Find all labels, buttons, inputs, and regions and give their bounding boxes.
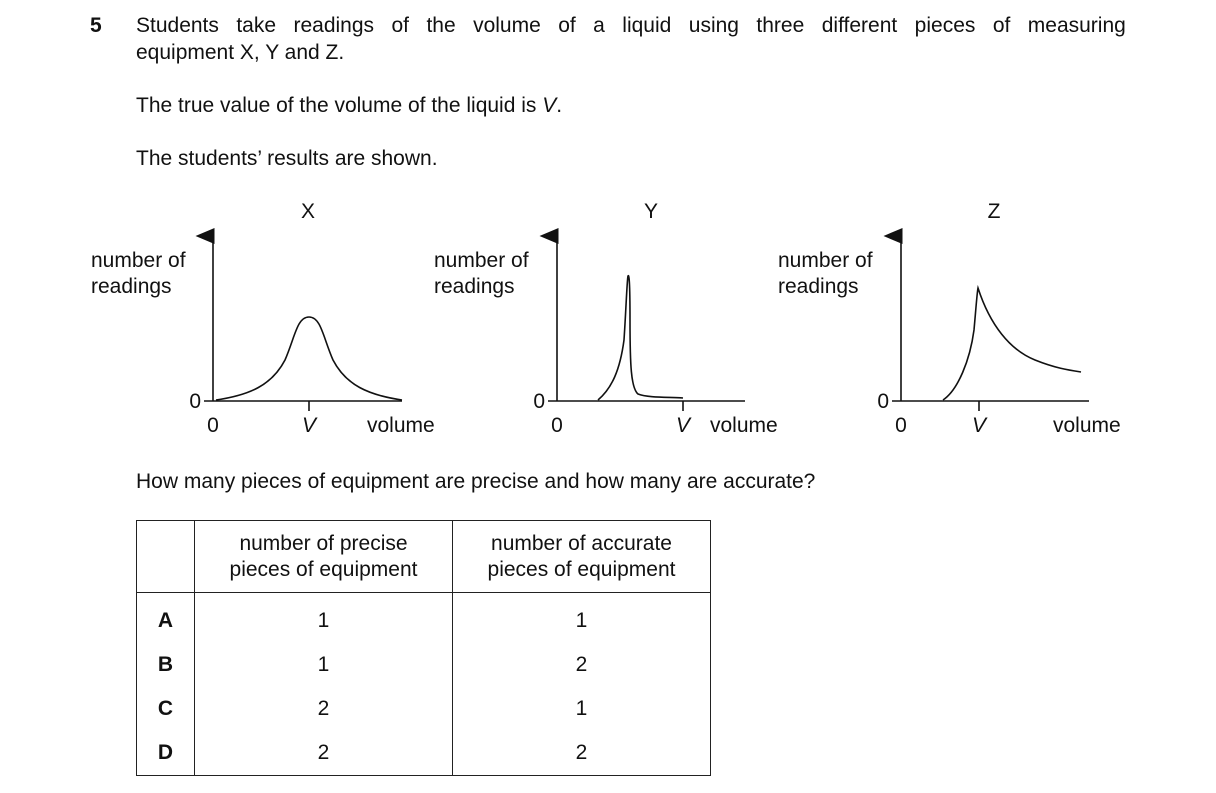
- precise-value: 2: [195, 687, 453, 731]
- graph-y-ylabel-line2: readings: [434, 275, 515, 298]
- true-value-sentence: The true value of the volume of the liquid is V.: [136, 94, 563, 117]
- accurate-value: 2: [453, 731, 711, 776]
- results-intro: The students’ results are shown.: [136, 147, 438, 170]
- answer-table-header-row: [137, 521, 711, 593]
- option-letter: A: [137, 593, 195, 644]
- question-stem-line2: equipment X, Y and Z.: [136, 41, 345, 64]
- graph-z-xlabel: volume: [1053, 414, 1121, 437]
- graph-x-xlabel: volume: [367, 414, 435, 437]
- accurate-value: 1: [453, 687, 711, 731]
- accurate-value: 2: [453, 643, 711, 687]
- graph-x-ylabel-line2: readings: [91, 275, 172, 298]
- option-letter: C: [137, 687, 195, 731]
- precise-value: 1: [195, 593, 453, 644]
- header-option-cell: [137, 521, 195, 593]
- accurate-value: 1: [453, 593, 711, 644]
- header-precise: number of precise pieces of equipment: [195, 521, 453, 593]
- graph-x-ylabel-line1: number of: [91, 249, 186, 272]
- graph-z-v-marker: V: [971, 414, 987, 437]
- answer-row-b[interactable]: [137, 643, 711, 687]
- graph-x-title: X: [300, 200, 316, 223]
- graph-z-title: Z: [987, 200, 1001, 223]
- graph-x-origin-y-label: 0: [189, 390, 201, 413]
- graph-x-v-marker: V: [301, 414, 317, 437]
- graph-z: [0, 190, 1150, 450]
- graph-y-origin-y-label: 0: [533, 390, 545, 413]
- graph-z-ylabel-line1: number of: [778, 249, 873, 272]
- option-letter: D: [137, 731, 195, 776]
- graph-y-title: Y: [643, 200, 659, 223]
- graph-y-origin-x-label: 0: [551, 414, 563, 437]
- answer-row-d[interactable]: [137, 731, 711, 776]
- question-prompt: How many pieces of equipment are precise and how many are accurate?: [136, 470, 816, 493]
- graph-x-origin-x-label: 0: [207, 414, 219, 437]
- graph-z-origin-y-label: 0: [877, 390, 889, 413]
- precise-value: 1: [195, 643, 453, 687]
- graph-z-curve: [943, 288, 1081, 400]
- option-letter: B: [137, 643, 195, 687]
- true-value-symbol: V: [542, 94, 557, 117]
- question-stem-line1: Students take readings of the volume of a liquid using three different pieces of measuring: [136, 14, 1126, 37]
- precise-value: 2: [195, 731, 453, 776]
- question-number: 5: [90, 14, 102, 37]
- graph-z-origin-x-label: 0: [895, 414, 907, 437]
- answer-row-c[interactable]: [137, 687, 711, 731]
- answer-row-a[interactable]: [137, 593, 711, 644]
- graph-y-xlabel: volume: [710, 414, 778, 437]
- answer-table: [136, 520, 711, 776]
- header-accurate: number of accurate pieces of equipment: [453, 521, 711, 593]
- graph-y-ylabel-line1: number of: [434, 249, 529, 272]
- graph-y-v-marker: V: [675, 414, 691, 437]
- graph-z-ylabel-line2: readings: [778, 275, 859, 298]
